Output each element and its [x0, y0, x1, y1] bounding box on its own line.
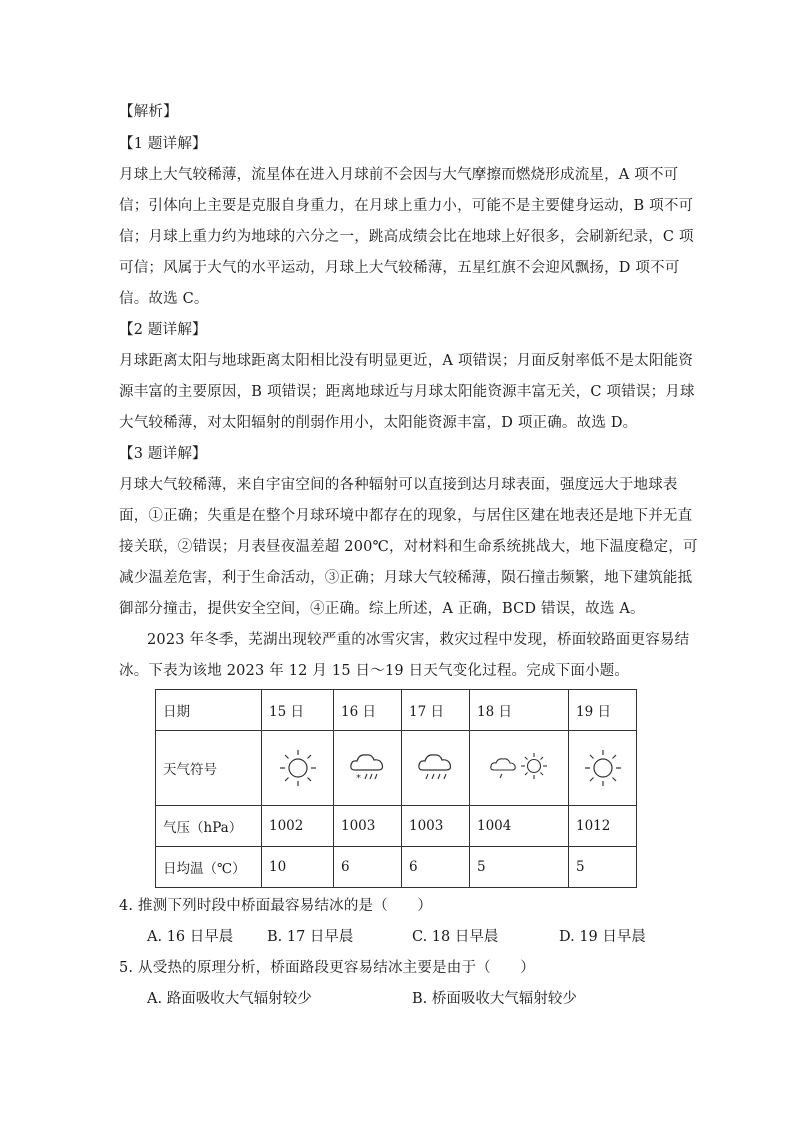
row-header-weather: 天气符号 [156, 731, 262, 806]
temperature-cell: 5 [470, 847, 569, 888]
table-row [156, 806, 637, 847]
weather-cell [334, 731, 402, 806]
q2-line: 源丰富的主要原因，B 项错误；距离地球近与月球太阳能资源丰富无关，C 项错误；月球 [119, 384, 695, 400]
q3-line: 面，①正确；失重是在整个月球环境中都存在的现象，与居住区建在地表还是地下并无直 [119, 508, 693, 524]
q1-line: 月球上大气较稀薄，流星体在进入月球前不会因与大气摩擦而燃烧形成流星，A 项不可 [119, 167, 679, 183]
svg-text:*: * [355, 773, 361, 784]
q5-stem: 5. 从受热的原理分析，桥面路段更容易结冰主要是由于（ ） [119, 960, 535, 976]
pressure-cell: 1012 [569, 806, 637, 847]
sun-icon [276, 746, 320, 790]
weather-cell [569, 731, 637, 806]
table-row [156, 731, 637, 806]
row-header-date: 日期 [156, 690, 262, 731]
q4-option-c: C. 18 日早晨 [412, 929, 499, 945]
q1-line: 可信；风属于大气的水平运动，月球上大气较稀薄，五星红旗不会迎风飘扬，D 项不可 [119, 260, 680, 276]
cloud-rain-sun-icon [487, 746, 551, 790]
temperature-cell: 6 [334, 847, 402, 888]
temperature-cell: 5 [569, 847, 637, 888]
analysis-heading: 【解析】 [119, 104, 178, 120]
q4-stem: 4. 推测下列时段中桥面最容易结冰的是（ ） [119, 898, 433, 914]
q3-line: 月球大气较稀薄，来自宇宙空间的各种辐射可以直接到达月球表面，强度远大于地球表 [119, 477, 678, 493]
q2-line: 月球距离太阳与地球距离太阳相比没有明显更近，A 项错误；月面反射率低不是太阳能资 [119, 353, 694, 369]
q2-heading: 【2 题详解】 [119, 322, 207, 338]
q4-option-b: B. 17 日早晨 [267, 929, 354, 945]
weather-cell [262, 731, 334, 806]
q4-option-d: D. 19 日早晨 [559, 929, 646, 945]
table-row [156, 690, 637, 731]
date-cell: 18 日 [470, 690, 569, 731]
q1-line: 信。故选 C。 [119, 291, 209, 307]
date-cell: 19 日 [569, 690, 637, 731]
pressure-cell: 1003 [334, 806, 402, 847]
date-cell: 15 日 [262, 690, 334, 731]
pressure-cell: 1003 [402, 806, 470, 847]
q1-line: 信；引体向上主要是克服自身重力，在月球上重力小，可能不是主要健身运动，B 项不可 [119, 198, 694, 214]
q3-heading: 【3 题详解】 [119, 446, 207, 462]
q5-option-b: B. 桥面吸收大气辐射较少 [412, 991, 577, 1007]
q1-heading: 【1 题详解】 [119, 136, 207, 152]
weather-cell [402, 731, 470, 806]
q4-option-a: A. 16 日早晨 [147, 929, 234, 945]
row-header-temperature: 日均温（℃） [156, 847, 262, 888]
cloud-snow-rain-icon [346, 746, 390, 790]
temperature-cell: 10 [262, 847, 334, 888]
sun-icon [581, 746, 625, 790]
q1-line: 信；月球上重力约为地球的六分之一，跳高成绩会比在地球上好很多，会刷新纪录，C 项 [119, 229, 694, 245]
date-cell: 17 日 [402, 690, 470, 731]
weather-cell [470, 731, 569, 806]
temperature-cell: 6 [402, 847, 470, 888]
q3-line: 减少温差危害，利于生命活动，③正确；月球大气较稀薄，陨石撞击频繁，地下建筑能抵 [119, 570, 693, 586]
q3-line: 御部分撞击，提供安全空间，④正确。综上所述，A 正确，BCD 错误，故选 A。 [119, 601, 645, 617]
table-row [156, 847, 637, 888]
intro-line: 2023 年冬季，芜湖出现较严重的冰雪灾害，救灾过程中发现，桥面较路面更容易结 [147, 632, 690, 648]
intro-line: 冰。下表为该地 2023 年 12 月 15 日～19 日天气变化过程。完成下面小题。 [119, 663, 630, 679]
q3-line: 接关联，②错误；月表昼夜温差超 200℃，对材料和生命系统挑战大，地下温度稳定，可 [119, 539, 698, 555]
weather-table [155, 689, 637, 888]
row-header-pressure: 气压（hPa） [156, 806, 262, 847]
q5-option-a: A. 路面吸收大气辐射较少 [147, 991, 312, 1007]
cloud-rain-icon [414, 746, 458, 790]
q2-line: 大气较稀薄，对太阳辐射的削弱作用小，太阳能资源丰富，D 项正确。故选 D。 [119, 415, 638, 431]
date-cell: 16 日 [334, 690, 402, 731]
pressure-cell: 1002 [262, 806, 334, 847]
pressure-cell: 1004 [470, 806, 569, 847]
